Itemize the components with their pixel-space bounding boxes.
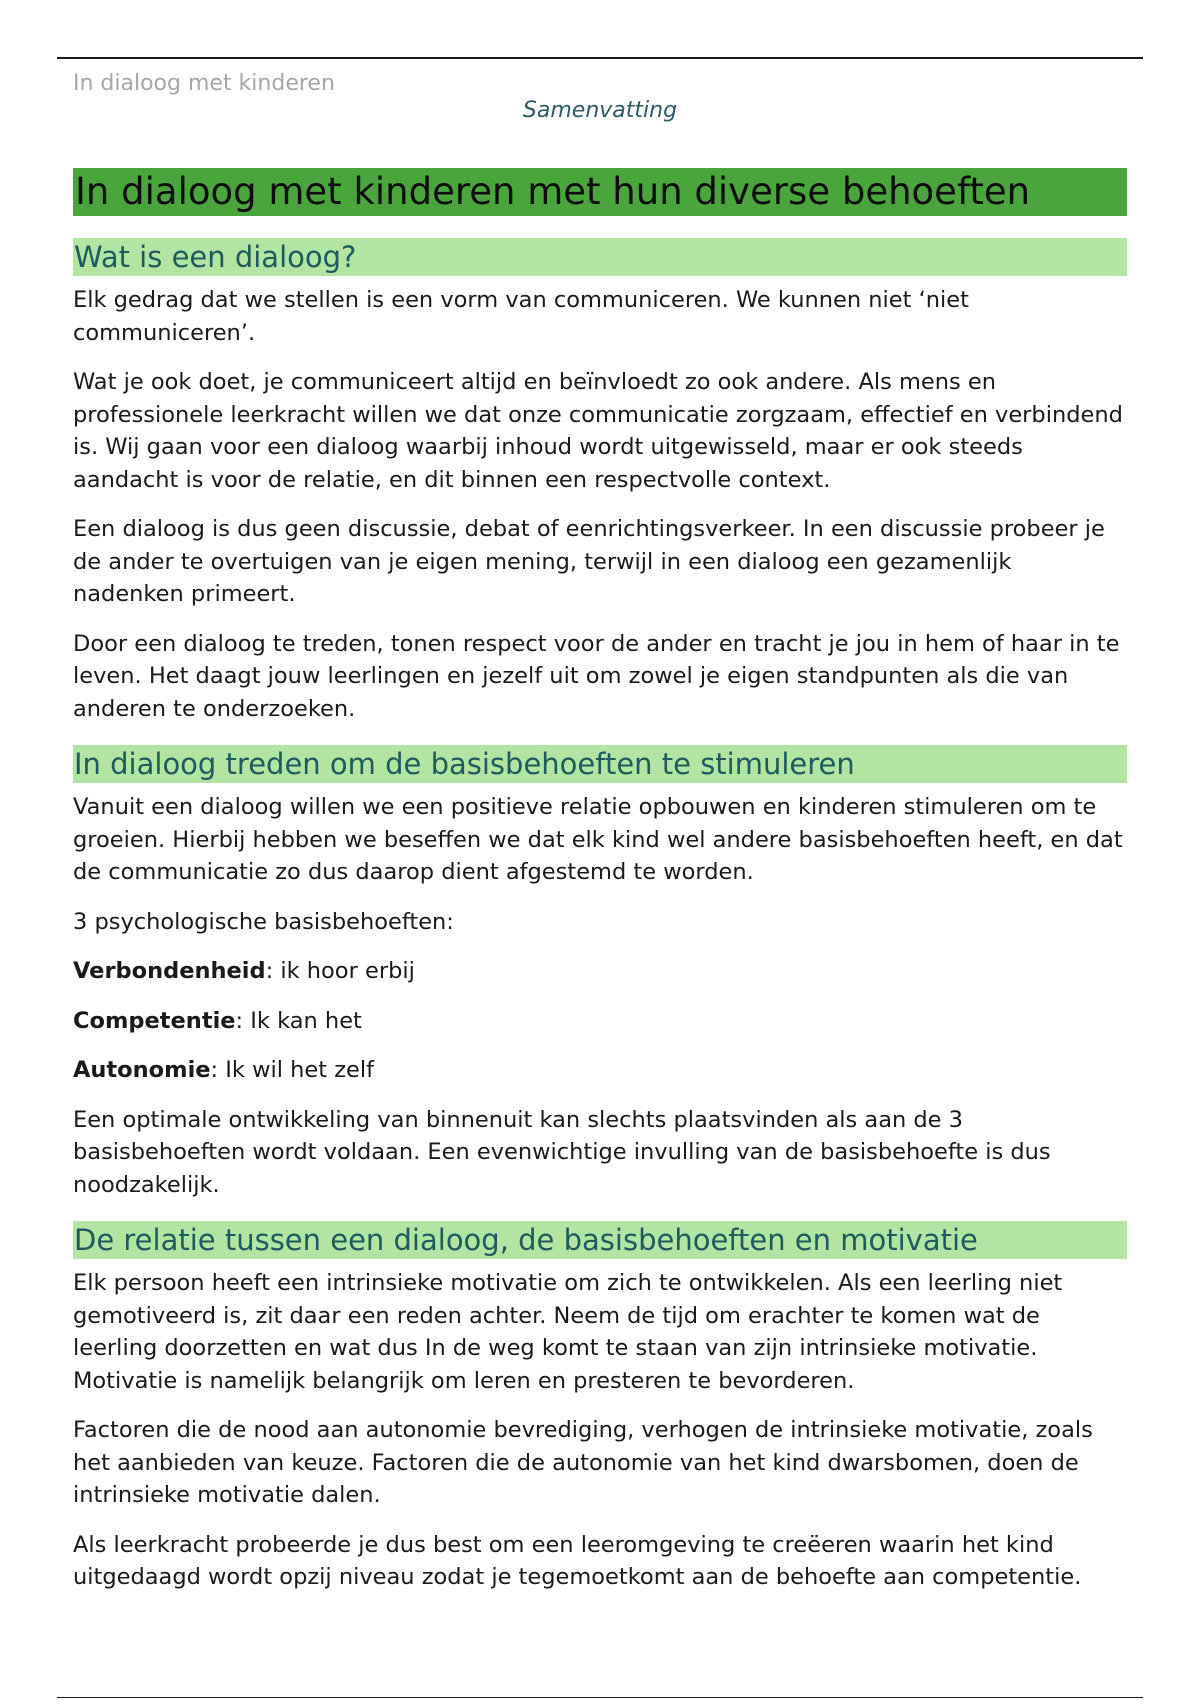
section-relatie-motivatie bbox=[73, 1221, 1127, 1594]
list-intro: 3 psychologische basisbehoeften: bbox=[73, 908, 454, 935]
paragraph: Door een dialoog te treden, tonen respect voor de ander en tracht je jou in hem of haar in te leven. Het daagt jouw leerlingen en jezelf uit om zowel je eigen standpunten als die van anderen te onderzoeken. bbox=[73, 630, 1120, 722]
paragraph: Elk gedrag dat we stellen is een vorm van communiceren. We kunnen niet ‘niet communiceren’. bbox=[73, 287, 969, 346]
paragraph: Een dialoog is dus geen discussie, debat of eenrichtingsverkeer. In een discussie probeer je de ander te overtuigen van je eigen mening, terwijl in een dialoog een gezamenlijk nadenken primeert. bbox=[73, 516, 1105, 607]
footer-rule bbox=[57, 1697, 1143, 1698]
paragraph: Wat je ook doet, je communiceert altijd en beïnvloedt zo ook andere. Als mens en professionele leerkracht willen we dat onze communicatie zorgzaam, effectief en verbindend is. Wij gaan voor een dialoog waarbij inhoud wordt uitgewisseld, maar er ook steeds aandacht is voor de relatie, en dit binnen een respectvolle context. bbox=[73, 369, 1123, 493]
section-heading: De relatie tussen een dialoog, de basisbehoeften en motivatie bbox=[73, 1221, 1127, 1259]
page-content bbox=[73, 168, 1127, 1611]
document-subtitle: Samenvatting bbox=[522, 98, 678, 123]
need-desc: : ik hoor erbij bbox=[265, 958, 415, 984]
need-term: Autonomie bbox=[73, 1057, 211, 1083]
section-heading: In dialoog treden om de basisbehoeften te stimuleren bbox=[73, 745, 1127, 783]
section-basisbehoeften bbox=[73, 745, 1127, 1201]
need-desc: : Ik kan het bbox=[235, 1007, 362, 1034]
need-item-verbondenheid bbox=[73, 955, 1127, 988]
need-desc: : Ik wil het zelf bbox=[210, 1057, 375, 1083]
section-heading: Wat is een dialoog? bbox=[73, 238, 1127, 276]
section-wat-is-een-dialoog bbox=[73, 238, 1127, 725]
need-term: Verbondenheid bbox=[73, 958, 266, 984]
need-term: Competentie bbox=[73, 1007, 236, 1034]
header-rule bbox=[57, 57, 1143, 59]
paragraph: Een optimale ontwikkeling van binnenuit kan slechts plaatsvinden als aan de 3 basisbehoeften wordt voldaan. Een evenwichtige invulling van de basisbehoefte is dus noodzakelijk. bbox=[73, 1106, 1051, 1198]
paragraph: Als leerkracht probeerde je dus best om een leeromgeving te creëeren waarin het kind uitgedaagd wordt opzij niveau zodat je tegemoetkomt aan de behoefte aan competentie. bbox=[73, 1531, 1082, 1590]
paragraph: Vanuit een dialoog willen we een positieve relatie opbouwen en kinderen stimuleren om te groeien. Hierbij hebben we beseffen we dat elk kind wel andere basisbehoeften heeft, en dat de communicatie zo dus daarop dient afgestemd te worden. bbox=[73, 794, 1123, 885]
document-title: In dialoog met kinderen met hun diverse behoeften bbox=[73, 168, 1127, 216]
need-item-competentie bbox=[73, 1005, 1127, 1038]
paragraph: Factoren die de nood aan autonomie bevrediging, verhogen de intrinsieke motivatie, zoals het aanbieden van keuze. Factoren die de autonomie van het kind dwarsbomen, doen de intrinsieke motivatie dalen. bbox=[73, 1417, 1093, 1508]
need-item-autonomie bbox=[73, 1054, 1127, 1087]
paragraph: Elk persoon heeft een intrinsieke motivatie om zich te ontwikkelen. Als een leerling niet gemotiveerd is, zit daar een reden achter. Neem de tijd om erachter te komen wat de leerling doorzetten en wat dus In de weg komt te staan van zijn intrinsieke motivatie. Motivatie is namelijk belangrijk om leren en presteren te bevorderen. bbox=[73, 1270, 1063, 1394]
running-header: In dialoog met kinderen bbox=[73, 71, 335, 96]
